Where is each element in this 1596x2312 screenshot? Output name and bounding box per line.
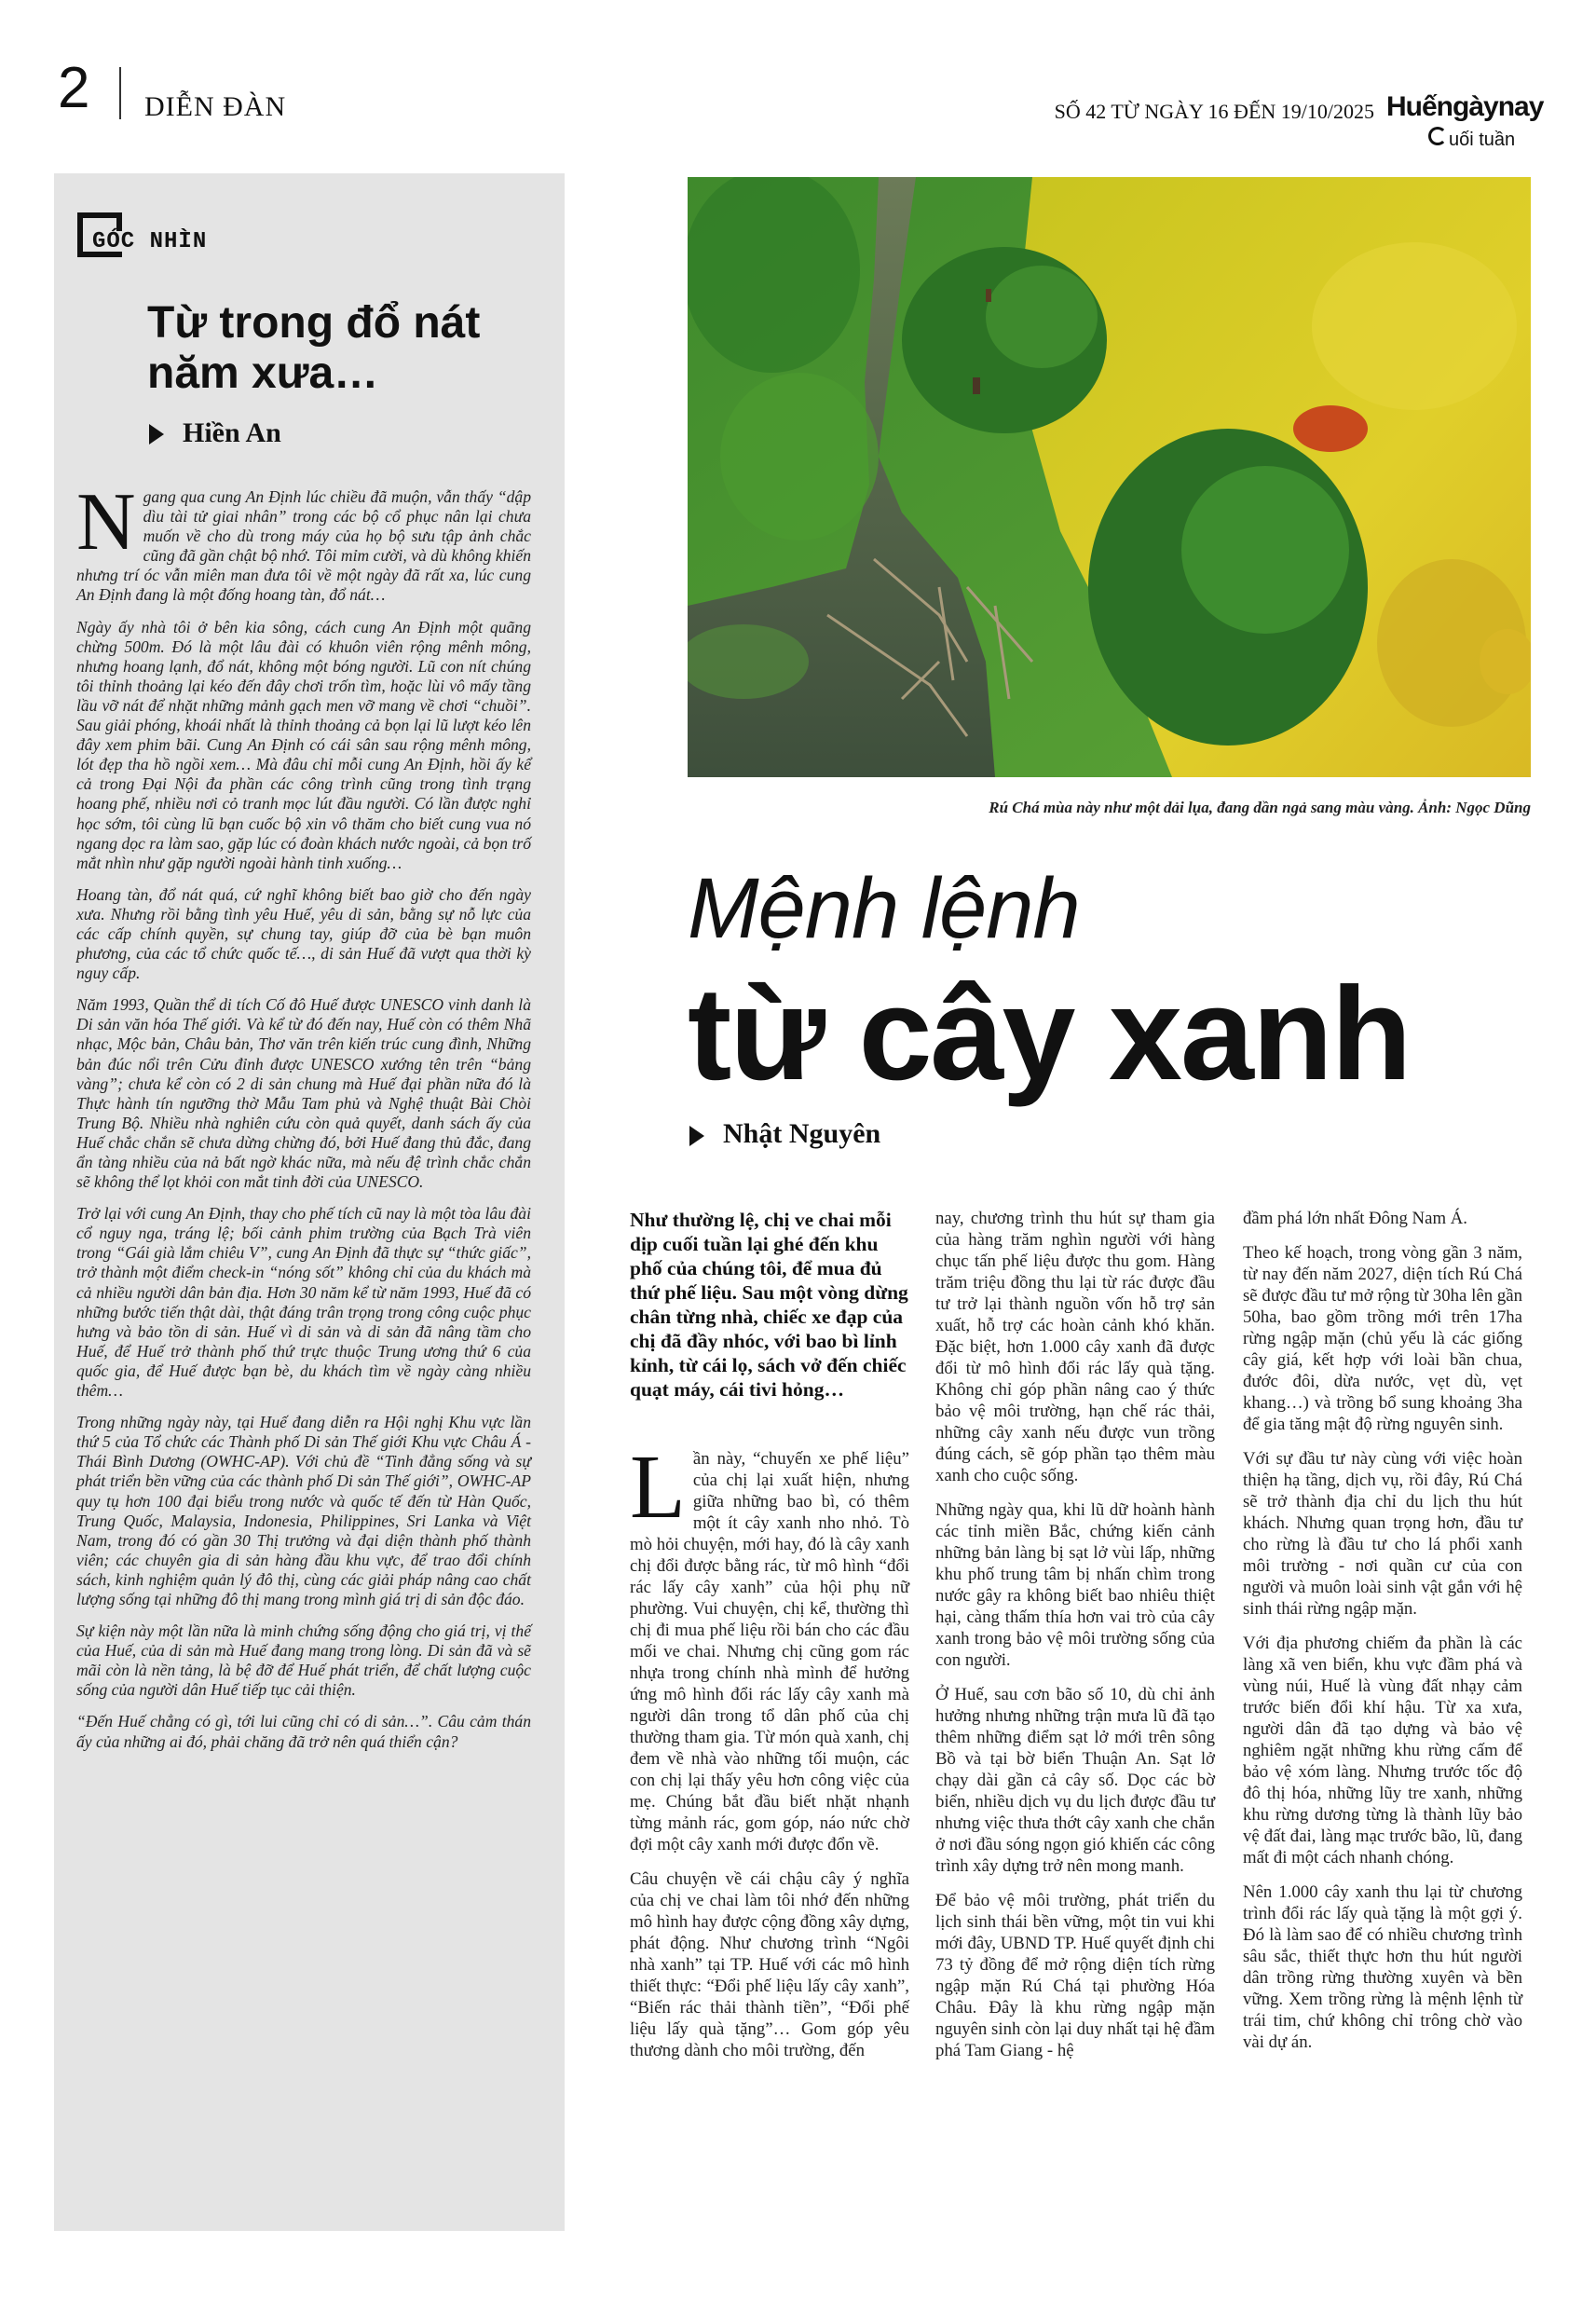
section-name: DIỄN ĐÀN <box>144 91 287 122</box>
article-column-3 <box>1243 1208 1522 2066</box>
sidebar-paragraph: Sự kiện này một lần nữa là minh chứng sống động cho giá trị, vị thế của Huế, của di sản mà Huế đang mang trong lòng. Di sản đã và sẽ mãi còn là nền tảng, là bệ đỡ để Huế phát triển, để chất lượng cuộc sống của người dân Huế tiếp tục cải thiện. <box>76 1621 531 1700</box>
article-column-1 <box>630 1208 909 2074</box>
sidebar-paragraph: Trong những ngày này, tại Huế đang diễn ra Hội nghị Khu vực lần thứ 5 của Tổ chức các Thành phố Di sản Thế giới Khu vực Châu Á - Thái Bình Dương (OWHC-AP). Với chủ đề “Tinh đẳng sống và sự phát triển bền vững của các thành phố Di sản Thế giới”, OWHC-AP quy tụ hơn 100 đại biểu trong nước và quốc tế đến từ Hàn Quốc, Trung Quốc, Malaysia, Indonesia, Philippines, Sri Lanka và Việt Nam, trong đó có gần 30 Thị trưởng và đại diện thành phố thành viên; các chuyên gia di sản hàng đầu khu vực, để trao đổi chính sách, kinh nghiệm quản lý đô thị, cùng các giải pháp nâng cao chất lượng sống tại những đô thị mang trong mình giá trị di sản độc đáo. <box>76 1413 531 1608</box>
article-paragraph: Câu chuyện về cái chậu cây ý nghĩa của chị ve chai làm tôi nhớ đến những mô hình hay được cộng đồng xây dựng, phát động. Như chương trình “Ngôi nhà xanh” tại TP. Huế với các mô hình thiết thực: “Đổi phế liệu lấy cây xanh”, “Biến rác thải thành tiền”, “Đổi phế liệu lấy quà tặng”… Gom góp yêu thương dành cho môi trường, đến <box>630 1869 909 2060</box>
sidebar-paragraph: Trở lại với cung An Định, thay cho phế tích cũ nay là một tòa lâu đài cổ nguy nga, tráng lệ; bối cảnh phim trường của Bạch Trà viên trong “Gái già lắm chiêu V”, cung An Định đã thực sự “thức giấc”, trở thành một điểm check-in “nóng sốt” không chỉ của du khách mà cả nhiều người dân bản địa. Hơn 30 năm kể từ năm 1993, Huế đã có những bước tiến thật dài, thật đáng trân trọng trong công cuộc phục hưng và bảo tồn di sản. Huế vì di sản và di sản đã nâng tầm cho Huế, để Huế trở thành phố thứ trực thuộc Trung ương thứ 6 của quốc gia, để Huế được bạn bè, du khách tìm về ngày càng nhiều thêm… <box>76 1204 531 1401</box>
article-paragraph: Những ngày qua, khi lũ dữ hoành hành các tỉnh miền Bắc, chứng kiến cảnh những bản làng bị sạt lở vùi lấp, những khu phố trung tâm bị nhấn chìm trong nước gây ra không biết bao nhiêu thiệt hại, càng thấm thía hơn vai trò của cây xanh trong bảo vệ môi trường sống của con người. <box>935 1500 1215 1670</box>
sidebar-paragraph: Năm 1993, Quần thể di tích Cố đô Huế được UNESCO vinh danh là Di sản văn hóa Thế giới. Và kể từ đó đến nay, Huế còn có thêm Nhã nhạc, Mộc bản, Châu bản, Thơ văn trên kiến trúc cung đình, Những bản đúc nổi trên Cửu đỉnh được UNESCO xướng tên trên “bảng vàng”; chưa kể còn có 2 di sản chung mà Huế đại phần nữa đó là Thực hành tín ngưỡng thờ Mẫu Tam phủ và Nghệ thuật Bài Chòi Trung Bộ. Nhiều nhà nghiên cứu còn quả quyết, danh sách ấy của Huế chắc chắn sẽ chưa dừng chừng đó, bởi Huế đang thủ đắc, đang ẩn tàng nhiều của nả bất ngờ khác nữa, mà nếu đệ trình chắc chắn sẽ không thể lọt khỏi con mắt tinh đời của UNESCO. <box>76 995 531 1192</box>
article-column-2 <box>935 1208 1215 2074</box>
article-paragraph: Lần này, “chuyến xe phế liệu” của chị lại xuất hiện, nhưng giữa những bao bì, có thêm một ít cây xanh nho nhỏ. Tò mò hỏi chuyện, mới hay, đó là cây xanh chị đổi được bằng rác, từ mô hình “đổi rác lấy cây xanh” của hội phụ nữ phường. Vui chuyện, chị kể, thường thì chị đi mua phế liệu rồi bán cho các đầu mối ve chai. Nhưng chị cũng gom rác nhựa trong chính nhà mình để hưởng ứng mô hình đổi rác lấy cây xanh mà người dân trong tổ dân phố của chị thường tham gia. Từ món quà xanh, chị đem về nhà vào những tối muộn, các con chị lại thấy yêu hơn công việc của mẹ. Chúng bắt đầu biết nhặt nhạnh từng mảnh rác, gom góp, náo nức chờ đợi một cây xanh mới được đổn về. <box>630 1437 909 1854</box>
article-title-line-1: Mệnh lệnh <box>688 861 1080 956</box>
sidebar-section-label: GÓC NHÌN <box>92 229 208 254</box>
brand-subtitle: uối tuần <box>1449 130 1516 150</box>
article-author: Nhật Nguyên <box>723 1118 881 1149</box>
header-divider <box>119 67 121 119</box>
author-triangle-icon <box>149 424 164 445</box>
sidebar-title: Từ trong đổ nát năm xưa… <box>147 298 481 398</box>
sidebar-body <box>76 477 531 1764</box>
issue-info: SỐ 42 TỪ NGÀY 16 ĐẾN 19/10/2025 <box>1054 100 1374 123</box>
article-paragraph: Để bảo vệ môi trường, phát triển du lịch sinh thái bền vững, một tin vui khi mới đây, UBND TP. Huế quyết định chi 73 tỷ đồng để mở rộng diện tích rừng ngập mặn Rú Chá tại phường Hóa Châu. Đây là khu rừng ngập mặn nguyên sinh còn lại duy nhất tại hệ đầm phá Tam Giang - hệ <box>935 1891 1215 2060</box>
section-bracket-top <box>77 212 122 218</box>
sidebar-paragraph: “Đến Huế chẳng có gì, tới lui cũng chỉ có di sản…”. Câu cảm thán ấy của những ai đó, phải chăng đã trở nên quá thiển cận? <box>76 1712 531 1751</box>
section-bracket-right <box>116 212 122 231</box>
photo-caption: Rú Chá mùa này như một dải lụa, đang dần ngả sang màu vàng. Ảnh: Ngọc Dũng <box>989 799 1531 816</box>
article-lead: Như thường lệ, chị ve chai mỗi dịp cuối tuần lại ghé đến khu phố của chúng tôi, để mua đủ thứ phế liệu. Sau một vòng dừng chân từng nhà, chiếc xe đạp của chị đã đầy nhóc, với bao bì lỉnh kỉnh, từ cái lọ, sách vở đến chiếc quạt máy, cái tivi hỏng… <box>630 1209 908 1401</box>
sidebar-paragraph: Hoang tàn, đổ nát quá, cứ nghĩ không biết bao giờ cho đến ngày xưa. Nhưng rồi bằng tình yêu Huế, yêu di sản, bằng sự nỗ lực của các cấp chính quyền, sự chung tay, giúp đỡ của bè bạn muôn phương, của các tổ chức quốc tế…, di sản Huế đã vượt qua thời kỳ nguy cấp. <box>76 884 531 983</box>
article-paragraph: đầm phá lớn nhất Đông Nam Á. <box>1243 1209 1468 1228</box>
article-paragraph: Ở Huế, sau cơn bão số 10, dù chỉ ảnh hưởng nhưng những trận mưa lũ đã tạo thêm những điểm sạt lở mới trên sông Bồ và tại bờ biển Thuận An. Sạt lở chạy dài gần cả cây số. Dọc các bờ biển, nhiều dịch vụ du lịch được đầu tư nhưng việc thưa thớt cây xanh che chắn ở nơi đầu sóng ngọn gió khiến các công trình xây dựng trở nên mong manh. <box>935 1685 1215 1876</box>
article-paragraph: Nên 1.000 cây xanh thu lại từ chương trình đổi rác lấy quà tặng là một gợi ý. Đó là làm sao để có nhiều chương trình sâu sắc, thiết thực hơn thu hút người dân trồng rừng thường xuyên và bền vững. Xem trồng rừng là mệnh lệnh từ trái tim, chứ không chỉ trông chờ vào vài dự án. <box>1243 1882 1522 2052</box>
brand-c-icon <box>1428 127 1447 145</box>
article-paragraph: Theo kế hoạch, trong vòng gần 3 năm, từ nay đến năm 2027, diện tích Rú Chá sẽ được đầu tư mở rộng từ 30ha lên gần 50ha, bao gồm trồng mới trên 17ha rừng ngập mặn (chủ yếu là các giống cây giá, kết hợp với loài bần chua, đước đôi, dừa nước, vẹt dù, vẹt khang…) và trồng bổ sung khoảng 3ha để gia tăng mật độ rừng nguyên sinh. <box>1243 1243 1522 1434</box>
article-paragraph: Với địa phương chiếm đa phần là các làng xã ven biển, khu vực đầm phá và vùng núi, Huế là vùng đất nhạy cảm trước biến đổi khí hậu. Từ xa xưa, người dân đã tạo dựng và bảo vệ nghiêm ngặt những khu rừng cấm để bảo vệ xóm làng. Nhưng trước tốc độ đô thị hóa, những lũy tre xanh, những khu rừng dương từng là thành lũy bảo vệ đất đai, làng mạc trước bão, lũ, đang mất đi một cách nhanh chóng. <box>1243 1634 1522 1867</box>
sidebar-author: Hiền An <box>183 417 281 448</box>
author-triangle-icon <box>689 1126 704 1146</box>
article-dropcap: L <box>630 1437 686 1538</box>
sidebar-paragraph: Ngang qua cung An Định lúc chiều đã muộn, vẫn thấy “dập dìu tài tử giai nhân” trong các bộ cổ phục nân lại chưa muốn về cho dù trong máy của họ bộ sưu tập ảnh chắc cũng đã gần chật bộ nhớ. Tôi mỉm cười, và dù không khiến nhưng trí óc vẫn miên man đưa tôi về một ngày đã rất xa, lúc cung An Định đang là một đống hoang tàn, đổ nát… <box>76 477 531 605</box>
article-paragraph: nay, chương trình thu hút sự tham gia của hàng trăm nghìn người với hàng chục tấn phế liệu được thu gom. Hàng trăm triệu đồng thu lại từ rác được đầu tư trở lại thành nguồn vốn hỗ trợ sản xuất, hỗ trợ các hoàn cảnh khó khăn. Đặc biệt, hơn 1.000 cây xanh đã được đổi từ mô hình đổi rác lấy quà tặng. Không chỉ góp phần nâng cao ý thức bảo vệ môi trường, hạn chế rác thải, những cây xanh nếu được vun trồng đúng cách, sẽ góp phần tạo thêm màu xanh cho cuộc sống. <box>935 1209 1215 1485</box>
mangrove-photo <box>688 177 1531 777</box>
page-number: 2 <box>58 56 90 120</box>
brand-logo: Huếngàynay <box>1386 91 1544 122</box>
sidebar-paragraph: Ngày ấy nhà tôi ở bên kia sông, cách cung An Định một quãng chừng 500m. Đó là một lâu đài có khuôn viên rộng mênh mông, nhưng hoang lạnh, đổ nát, không một bóng người. Lũ con nít chúng tôi thỉnh thoảng lại kéo đến đây chơi trốn tìm, hoặc lùi vô mấy tầng lầu vỡ nát để nhặt những mảnh gạch men vỡ mang về chơi “chuồi”. Sau giải phóng, khoái nhất là thỉnh thoảng cả bọn lại lũ lượt kéo lên đây xem phim bãi. Cung An Định có cái sân sau rộng mênh mông, lót đẹp tha hồ ngồi xem… Mà đâu chỉ mỗi cung An Định, hồi ấy kể cả trong Đại Nội đa phần các công trình cũng trong tình trạng hoang phế, nhiều nơi cỏ tranh mọc lút đầu người. Có lần được nghỉ học sớm, tôi cùng lũ bạn cuốc bộ xin vô thăm cho biết cung vua nó ngang dọc ra làm sao, gặp lúc có đoàn khách nước ngoài, cả bọn trố mắt nhìn như gặp người ngoài hành tinh xuống… <box>76 617 531 872</box>
sidebar-dropcap: N <box>76 477 136 568</box>
article-title-line-2: từ cây xanh <box>688 960 1411 1108</box>
article-paragraph: Với sự đầu tư này cùng với việc hoàn thiện hạ tầng, dịch vụ, rồi đây, Rú Chá sẽ trở thành địa chỉ du lịch thu hút khách. Nhưng quan trọng hơn, đầu tư cho rừng là đầu tư cho lá phổi xanh môi trường - nơi quần cư của con người và muôn loài sinh vật gắn với hệ sinh thái rừng ngập mặn. <box>1243 1449 1522 1619</box>
